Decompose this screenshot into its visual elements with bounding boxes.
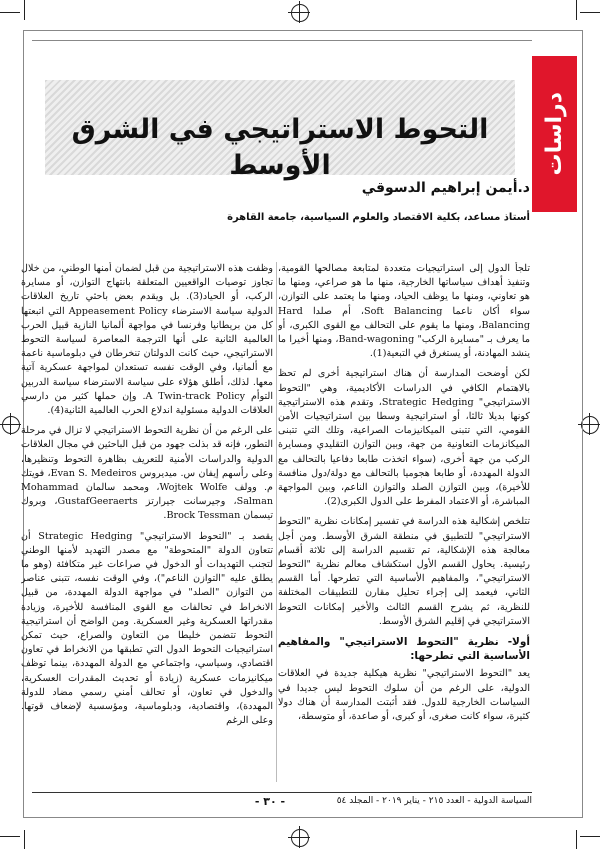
registration-mark xyxy=(2,416,20,434)
page-number: - ٣٠ - xyxy=(254,795,286,808)
paragraph: يعد "التحوط الاستراتيجي" نظرية هيكلية جديدة في العلاقات الدولية، على الرغم من أن سلوك التحوط ليس جديدا في السياسات الخارجية للدول. فقد أثبتت المدارسة أن هناك دولا كثيرة، سواء كانت صغرى، أو كبرى، أو صاعدة، أو متوسطة، xyxy=(278,668,530,723)
crop-mark xyxy=(0,836,20,837)
paragraph: تتلخص إشكالية هذه الدراسة في تفسير إمكانات نظرية "التحوط الاستراتيجي" للتطبيق في منطقة الشرق الأوسط. ومن أجل معالجة هذه الإشكالية، تم تقسيم الدراسة إلى ثلاثة أقسام رئيسية. يحاول القسم الأول استكشاف معالم نظرية "التحوط الاستراتيجي"، والمفاهيم الأساسية التي تطرحها. أما القسم الثاني، فيعمد إلى إجراء تحليل مقارن للتطبيقات المختلفة للنظرية، ثم يشرح القسم الثالث والأخير إمكانات التحوط الاستراتيجي في إقليم الشرق الأوسط. xyxy=(278,516,530,627)
section-label: دراسات xyxy=(542,92,567,176)
paragraph: لكن أوضحت المدارسة أن هناك استراتيجية أخرى لم تحظ بالاهتمام الكافي في الدراسات الأكاديمية، وهي "التحوط الاستراتيجي" Strategic Hedging، وتقدم هذه الاستراتيجية كونها بديلا ثالثا، أو استراتيجية وسطا بين استراتيجيات الأمن القومي، التي تتبنى الميكانيزمات الصراعية، وتلك التي تتبنى الميكانزمات التعاونية من جهة، وبين التوازن التقليدي ومسايرة الركب من جهة أخرى، (سواء اتخذت طابعا دفاعيا بالتحالف مع الدولة المهددة، أو طابعا هجوميا بالتحالف مع دولة/دول منافسة للأخيرة)، وبين التوازن الصلد والتوازن الناعم، وبين المواجهة المباشرة، أو الاعتماد المفرط على الدول الكبرى(2). xyxy=(278,368,530,508)
author-affiliation: أستاذ مساعد، بكلية الاقتصاد والعلوم السياسية، جامعة القاهرة xyxy=(227,212,530,223)
registration-mark xyxy=(291,4,309,22)
crop-mark xyxy=(576,0,577,20)
crop-mark xyxy=(24,0,25,20)
footer-rule xyxy=(32,792,532,793)
paragraph: تلجأ الدول إلى استراتيجيات متعددة لمتابعة مصالحها القومية، وتنفيذ أهداف سياساتها الخارجية، منها ما هو صراعي، ومنها ما هو تعاوني، ومنها ما يوظف الحياد، ومنها ما يعتمد على التوازن، سواء أكان ناعما Soft Balancing، أم صلدا Hard Balancing، ومنها ما يقوم على التحالف مع القوى الكبرى، أو ما يعرف بـ "مسايرة الركب" Band-wagoning، ومنها أخيرا ما ينشد المهادنة، أو يستغرق في التبعية(1). xyxy=(278,263,530,360)
column-divider xyxy=(276,262,277,782)
section-heading: أولا- نظرية "التحوط الاستراتيجي" والمفاهيم الأساسية التي تطرحها: xyxy=(278,636,530,663)
registration-mark xyxy=(581,416,599,434)
article-title: التحوط الاستراتيجي في الشرق الأوسط xyxy=(71,114,489,181)
body-column-left xyxy=(21,262,273,782)
body-column-right xyxy=(278,262,530,782)
registration-mark xyxy=(291,829,309,847)
journal-info: السياسة الدولية - العدد ٢١٥ - يناير ٢٠١٩ - المجلد ٥٤ xyxy=(336,796,532,806)
crop-mark xyxy=(0,12,20,13)
paragraph: وظفت هذه الاستراتيجية من قبل لضمان أمنها الوطني، من خلال تجاوز توصيات الواقعيين المتعلقة بانتهاج التوازن، أو مسايرة الركب، أو الحياد(3). بل ويقدم بعض باحثي تاريخ العلاقات الدولية سياسة الاسترضاء Appeasement Policy التي اتبعتها كل من بريطانيا وفرنسا في مواجهة ألمانيا النازية قبيل الحرب العالمية الثانية على أنها الترجمة المعاصرة لسياسة التحوط الاستراتيجي، حيث كانت الدولتان تنخرطان في دبلوماسية ناعمة مع ألمانيا، وفي الوقت نفسه تستعدان لمواجهة عسكرية آتية معها. لذلك، أطلق هؤلاء على سياسة الاسترضاء سياسة الدربين التوأم A Twin-track Policy. وإن حملها كثير من دارسي العلاقات الدولية مسئولية اندلاع الحرب العالمية الثانية(4). xyxy=(21,263,273,417)
author-name: د.أيمن إبراهيم الدسوقي xyxy=(361,180,530,196)
section-tab xyxy=(532,56,577,212)
top-rule xyxy=(32,40,532,41)
crop-mark xyxy=(24,830,25,849)
crop-mark xyxy=(580,12,600,13)
paragraph: يقصد بـ "التحوط الاستراتيجي" Strategic Hedging أن تتعاون الدولة "المتحوطة" مع مصدر التهديد لأمنها الوطني لتجنب التهديدات أو الدخول في صراعات غير متكافئة (وهو ما يطلق عليه "التوازن الناعم")، وفي الوقت نفسه، تتبنى عناصر من التوازن "الصلد" في مواجهة الدولة المهددة، من قبيل الانخراط في تحالفات مع القوى المنافسة للأخيرة، وزيادة مقدراتها العسكرية وغير العسكرية. ومن الواضح أن استراتيجية التحوط تتضمن خليطا من التعاون والصراع، حيث تمكن استراتيجيات التحوط الدول التي تطبقها من الانخراط في تعاون اقتصادي، وسياسي، واجتماعي مع الدولة المهددة، بينما توظف ميكانيزمات عسكرية (زيادة أو تحديث المقدرات العسكرية، والدخول في تعاون، أو تحالف أمني رسمي مضاد للدولة المهددة)، واقتصادية، ودبلوماسية، ومؤسسية لإضعاف قوتها. وعلى الرغم xyxy=(21,530,273,727)
crop-mark xyxy=(576,830,577,849)
paragraph: على الرغم من أن نظرية التحوط الاستراتيجي لا تزال في مرحلة التطور، فإنه قد بذلت جهود من قبل الباحثين في مجال العلاقات الدولية والدراسات الأمنية للتعريف بظاهرة التحوط وتنظيرها، وعلى رأسهم إيفان س. ميديروس Evan S. Medeiros، فويتك م. وولف Wojtek Wolfe، ومحمد سالمان Mohammad Salman، وجيرسانت جيرارتز GustafGeeraerts، وبروك تيسمان Brock Tessman. xyxy=(21,425,273,522)
crop-mark xyxy=(580,836,600,837)
